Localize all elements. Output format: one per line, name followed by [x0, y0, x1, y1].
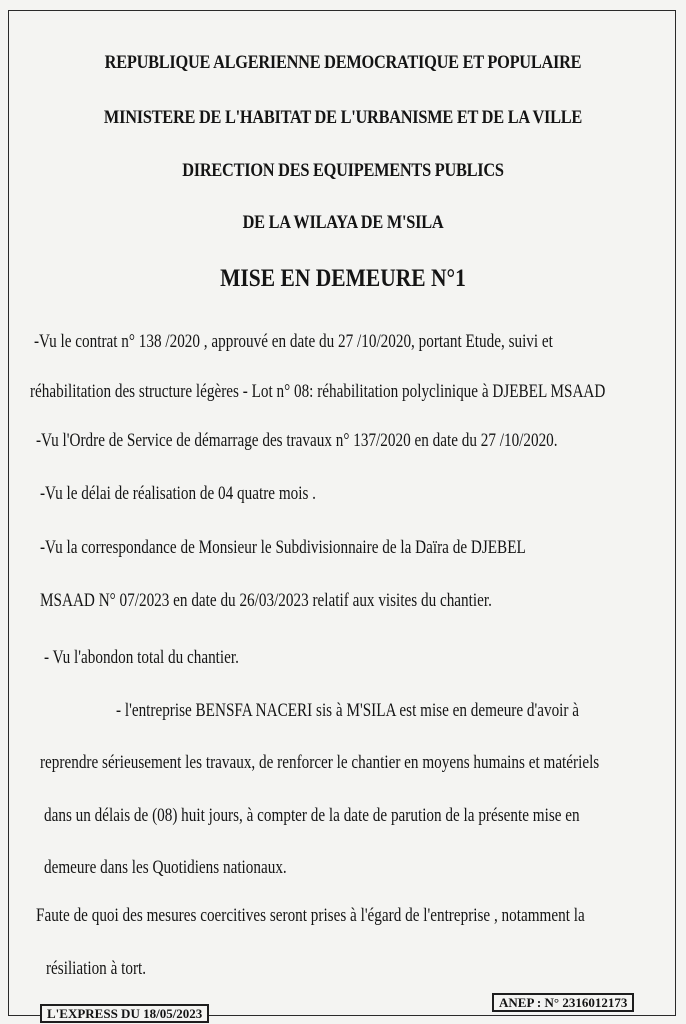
paragraph-line: -Vu le délai de réalisation de 04 quatre mois .	[40, 483, 316, 504]
paragraph-line: réhabilitation des structure légères - Lot n° 08: réhabilitation polyclinique à DJEBEL MSAAD	[30, 381, 606, 402]
anep-number-box: ANEP : N° 2316012173	[492, 993, 634, 1012]
header-direction: DIRECTION DES EQUIPEMENTS PUBLICS	[182, 160, 504, 181]
paragraph-line: Faute de quoi des mesures coercitives seront prises à l'égard de l'entreprise , notamment la	[36, 905, 585, 926]
paragraph-line: reprendre sérieusement les travaux, de renforcer le chantier en moyens humains et matériels	[40, 752, 600, 773]
header-republic: REPUBLIQUE ALGERIENNE DEMOCRATIQUE ET POPULAIRE	[104, 52, 582, 73]
paragraph-line: - l'entreprise BENSFA NACERI sis à M'SILA est mise en demeure d'avoir à	[116, 700, 580, 721]
paragraph-line: -Vu l'Ordre de Service de démarrage des travaux n° 137/2020 en date du 27 /10/2020.	[36, 430, 558, 451]
paragraph-line: MSAAD N° 07/2023 en date du 26/03/2023 relatif aux visites du chantier.	[40, 590, 492, 611]
paragraph-line: dans un délais de (08) huit jours, à compter de la date de parution de la présente mise en	[44, 805, 580, 826]
paragraph-line: résiliation à tort.	[46, 958, 147, 979]
header-ministry: MINISTERE DE L'HABITAT DE L'URBANISME ET DE LA VILLE	[103, 107, 583, 128]
paragraph-line: demeure dans les Quotidiens nationaux.	[44, 857, 287, 878]
newspaper-date-box: L'EXPRESS DU 18/05/2023	[40, 1004, 209, 1023]
paragraph-line: -Vu le contrat n° 138 /2020 , approuvé en date du 27 /10/2020, portant Etude, suivi et	[34, 331, 553, 352]
document-title: MISE EN DEMEURE N°1	[220, 265, 466, 292]
header-wilaya: DE LA WILAYA DE M'SILA	[242, 212, 444, 233]
paragraph-line: -Vu la correspondance de Monsieur le Subdivisionnaire de la Daïra de DJEBEL	[40, 537, 526, 558]
paragraph-line: - Vu l'abondon total du chantier.	[44, 647, 239, 668]
